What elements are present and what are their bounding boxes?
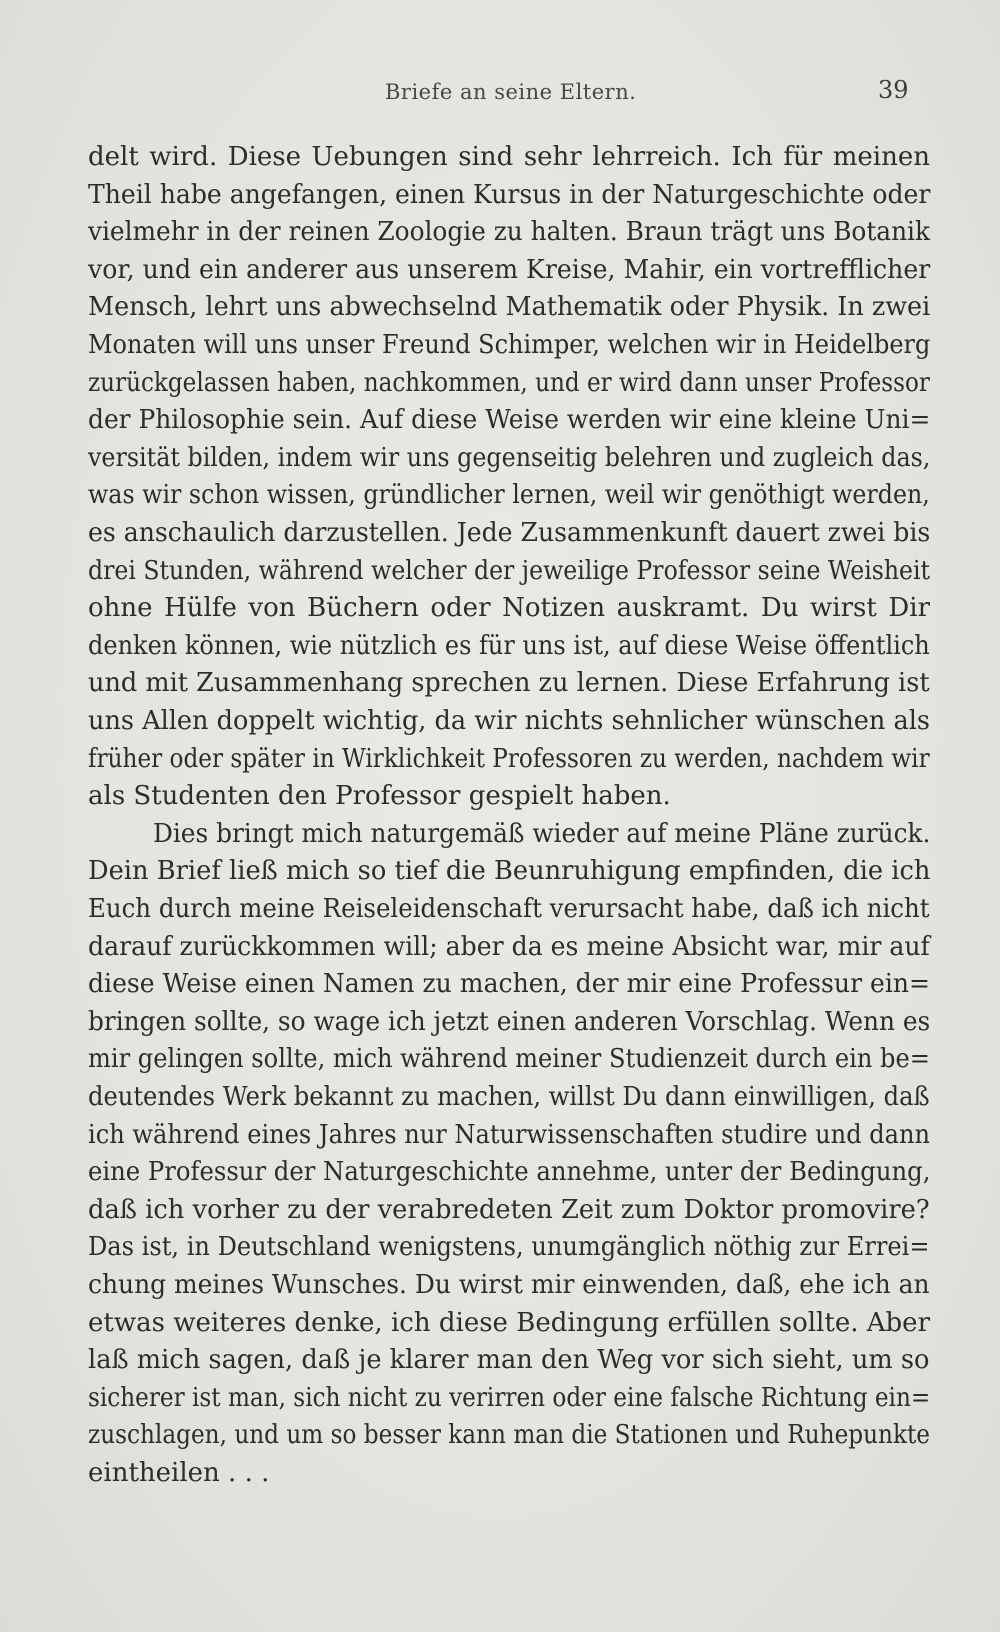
text-line: zuschlagen, und um so besser kann man die Stationen und Ruhepunkte (88, 1420, 931, 1451)
text-line: was wir schon wissen, gründlicher lernen, weil wir genöthigt werden, (88, 480, 930, 511)
page-number: 39 (878, 76, 909, 104)
text-line: zurückgelassen haben, nachkommen, und er wird dann unser Professor (88, 367, 930, 398)
text-line: sicherer ist man, sich nicht zu verirren oder eine falsche Richtung ein= (88, 1382, 931, 1413)
text-line: Mensch, lehrt uns abwechselnd Mathematik oder Physik. In zwei (88, 292, 931, 323)
text-line: der Philosophie sein. Auf diese Weise werden wir eine kleine Uni= (88, 405, 931, 436)
text-line: Dies bringt mich naturgemäß wieder auf meine Pläne zurück. (153, 818, 931, 849)
text-line: eine Professur der Naturgeschichte annehme, unter der Bedingung, (88, 1157, 931, 1188)
text-line: versität bilden, indem wir uns gegenseitig belehren und zugleich das, (88, 442, 931, 473)
text-line: Theil habe angefangen, einen Kursus in der Naturgeschichte oder (88, 179, 931, 210)
text-line: daß ich vorher zu der verabredeten Zeit zum Doktor promovire? (88, 1194, 930, 1225)
text-line: denken können, wie nützlich es für uns ist, auf diese Weise öffentlich (88, 630, 930, 661)
text-line: vor, und ein anderer aus unserem Kreise, Mahir, ein vortrefflicher (88, 254, 931, 285)
text-line: bringen sollte, so wage ich jetzt einen anderen Vorschlag. Wenn es (88, 1006, 931, 1037)
text-line: deutendes Werk bekannt zu machen, willst Du dann einwilligen, daß (88, 1082, 930, 1112)
text-line: Das ist, in Deutschland wenigstens, unumgänglich nöthig zur Errei= (88, 1232, 930, 1263)
text-line: und mit Zusammenhang sprechen zu lernen. Diese Erfahrung ist (88, 668, 930, 699)
text-line: ohne Hülfe von Büchern oder Notizen auskramt. Du wirst Dir (88, 593, 930, 624)
text-line: vielmehr in der reinen Zoologie zu halten. Braun trägt uns Botanik (88, 217, 931, 248)
text-line: ich während eines Jahres nur Naturwissenschaften studire und dann (88, 1119, 931, 1150)
text-line: eintheilen . . . (88, 1458, 270, 1488)
text-line: früher oder später in Wirklichkeit Professoren zu werden, nachdem wir (88, 743, 930, 774)
text-line: etwas weiteres denke, ich diese Bedingung erfüllen sollte. Aber (88, 1307, 930, 1338)
text-line: drei Stunden, während welcher der jeweilige Professor seine Weisheit (88, 555, 931, 586)
text-line: Dein Brief ließ mich so tief die Beunruhigung empfinden, die ich (88, 856, 931, 887)
text-line: Euch durch meine Reiseleidenschaft verursacht habe, daß ich nicht (88, 894, 930, 924)
text-line: darauf zurückkommen will; aber da es meine Absicht war, mir auf (88, 931, 930, 962)
text-line: mir gelingen sollte, mich während meiner Studienzeit durch ein be= (88, 1044, 930, 1075)
text-line: delt wird. Diese Uebungen sind sehr lehrreich. Ich für meinen (88, 142, 930, 172)
text-line: uns Allen doppelt wichtig, da wir nichts sehnlicher wünschen als (88, 706, 931, 736)
text-line: chung meines Wunsches. Du wirst mir einwenden, daß, ehe ich an (88, 1270, 930, 1300)
text-line: als Studenten den Professor gespielt haben. (88, 781, 671, 812)
running-head-title: Briefe an seine Eltern. (385, 80, 637, 104)
text-line: laß mich sagen, daß je klarer man den Weg vor sich sieht, um so (88, 1345, 930, 1376)
text-line: es anschaulich darzustellen. Jede Zusammenkunft dauert zwei bis (88, 518, 931, 548)
text-line: diese Weise einen Namen zu machen, der mir eine Professur ein= (88, 969, 931, 1000)
text-line: Monaten will uns unser Freund Schimper, welchen wir in Heidelberg (88, 330, 931, 360)
